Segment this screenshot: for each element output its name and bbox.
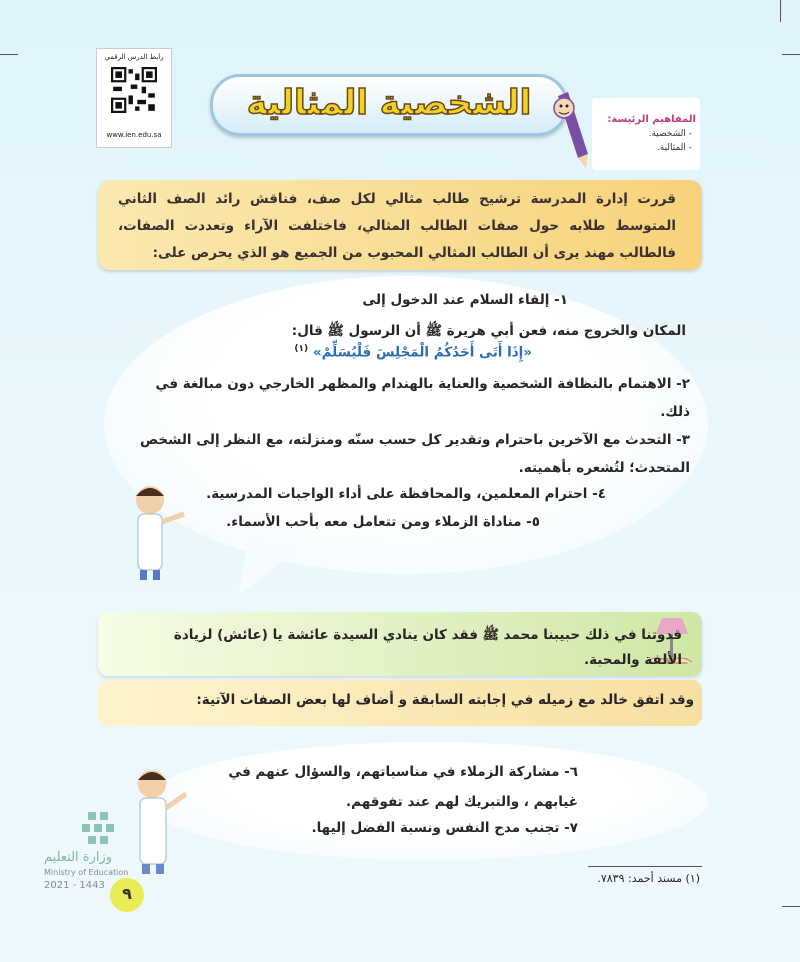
- trait-6-line: غيابهم ، والتبريك لهم عند تفوقهم.: [346, 794, 578, 810]
- ministry-name-en: Ministry of Education: [44, 868, 129, 877]
- hadith-reference: (١): [294, 344, 309, 354]
- page-title: الشخصية المثالية: [246, 83, 532, 123]
- trait-5-line: ٥- مناداة الزملاء ومن تتعامل معه بأحب الأسماء.: [226, 514, 540, 530]
- crop-mark: [782, 906, 800, 907]
- trait-2-line: ٢- الاهتمام بالنظافة الشخصية والعناية بالهندام والمظهر الخارجي دون مبالغة في: [155, 376, 690, 392]
- hadith-text: «إِذَا أَتَى أَحَدُكُمُ الْمَجْلِسَ فَلْيُسَلِّمْ»: [312, 344, 532, 361]
- crop-mark: [782, 54, 800, 55]
- trait-7-line: ٧- تجنب مدح النفس ونسبة الفضل إليها.: [311, 820, 578, 836]
- trait-4-line: ٤- احترام المعلمين، والمحافظة على أداء الواجبات المدرسية.: [206, 486, 606, 502]
- trait-3-line: المتحدث؛ لتُشعره بأهميته.: [518, 460, 690, 476]
- footnote-divider: [588, 866, 702, 867]
- pencil-mascot-icon: [548, 88, 592, 172]
- intro-text: قررت إدارة المدرسة ترشيح طالب مثالي لكل صف، فناقش رائد الصف الثاني المتوسط طلابه حول صفات الطالب المثالي، فاختلفت الآراء وتعددت الصفات، فالطالب مهند يرى أن الطالب المثالي المحبوب من الجميع هو الذي يحرص على:: [118, 191, 676, 261]
- qr-code-icon[interactable]: [111, 67, 157, 113]
- prophet-example-line: الألفة والمحبة.: [583, 652, 682, 668]
- intro-box: [98, 180, 702, 270]
- key-concept-item: - الشخصية.: [648, 129, 692, 139]
- footnote: (١) مسند أحمد: ٧٨٣٩.: [597, 872, 700, 885]
- trait-1-line: ١- إلقاء السلام عند الدخول إلى: [362, 292, 568, 308]
- key-concept-item: - المثالية.: [656, 143, 692, 153]
- prophet-example-line: قدوتنا في ذلك حبيبنا محمد ﷺ فقد كان ينادي السيدة عائشة يا (عائش) لزيادة: [173, 627, 682, 643]
- khalid-note-text: وقد اتفق خالد مع زميله في إجابته السابقة و أضاف لها بعض الصفات الآتية:: [196, 692, 694, 708]
- trait-1-line: المكان والخروج منه، فعن أبي هريرة ﷺ أن الرسول ﷺ قال:: [291, 323, 686, 339]
- student-character-1: [100, 470, 210, 590]
- lesson-title-banner: [210, 74, 568, 136]
- speech-bubble-tail: [238, 540, 298, 600]
- crop-mark: [780, 0, 781, 22]
- page-number: ٩: [110, 878, 144, 912]
- qr-caption: رابط الدرس الرقمي: [104, 53, 164, 61]
- trait-6-line: ٦- مشاركة الزملاء في مناسباتهم، والسؤال عنهم في: [228, 764, 578, 780]
- trait-2-line: ذلك.: [660, 404, 690, 420]
- ministry-year: 2021 - 1443: [44, 880, 105, 891]
- key-concepts-heading: المفاهيم الرئيسة:: [607, 114, 696, 125]
- qr-url[interactable]: www.ien.edu.sa: [106, 131, 162, 139]
- qr-code-panel[interactable]: [96, 48, 172, 148]
- hadith-line: [294, 344, 532, 361]
- crop-mark: [0, 54, 18, 55]
- ministry-name: وزارة التعليم: [44, 850, 113, 865]
- key-concepts-box: [592, 98, 700, 170]
- trait-3-line: ٣- التحدث مع الآخرين باحترام وتقدير كل حسب سنّه ومنزلته، مع النظر إلى الشخص: [139, 432, 690, 448]
